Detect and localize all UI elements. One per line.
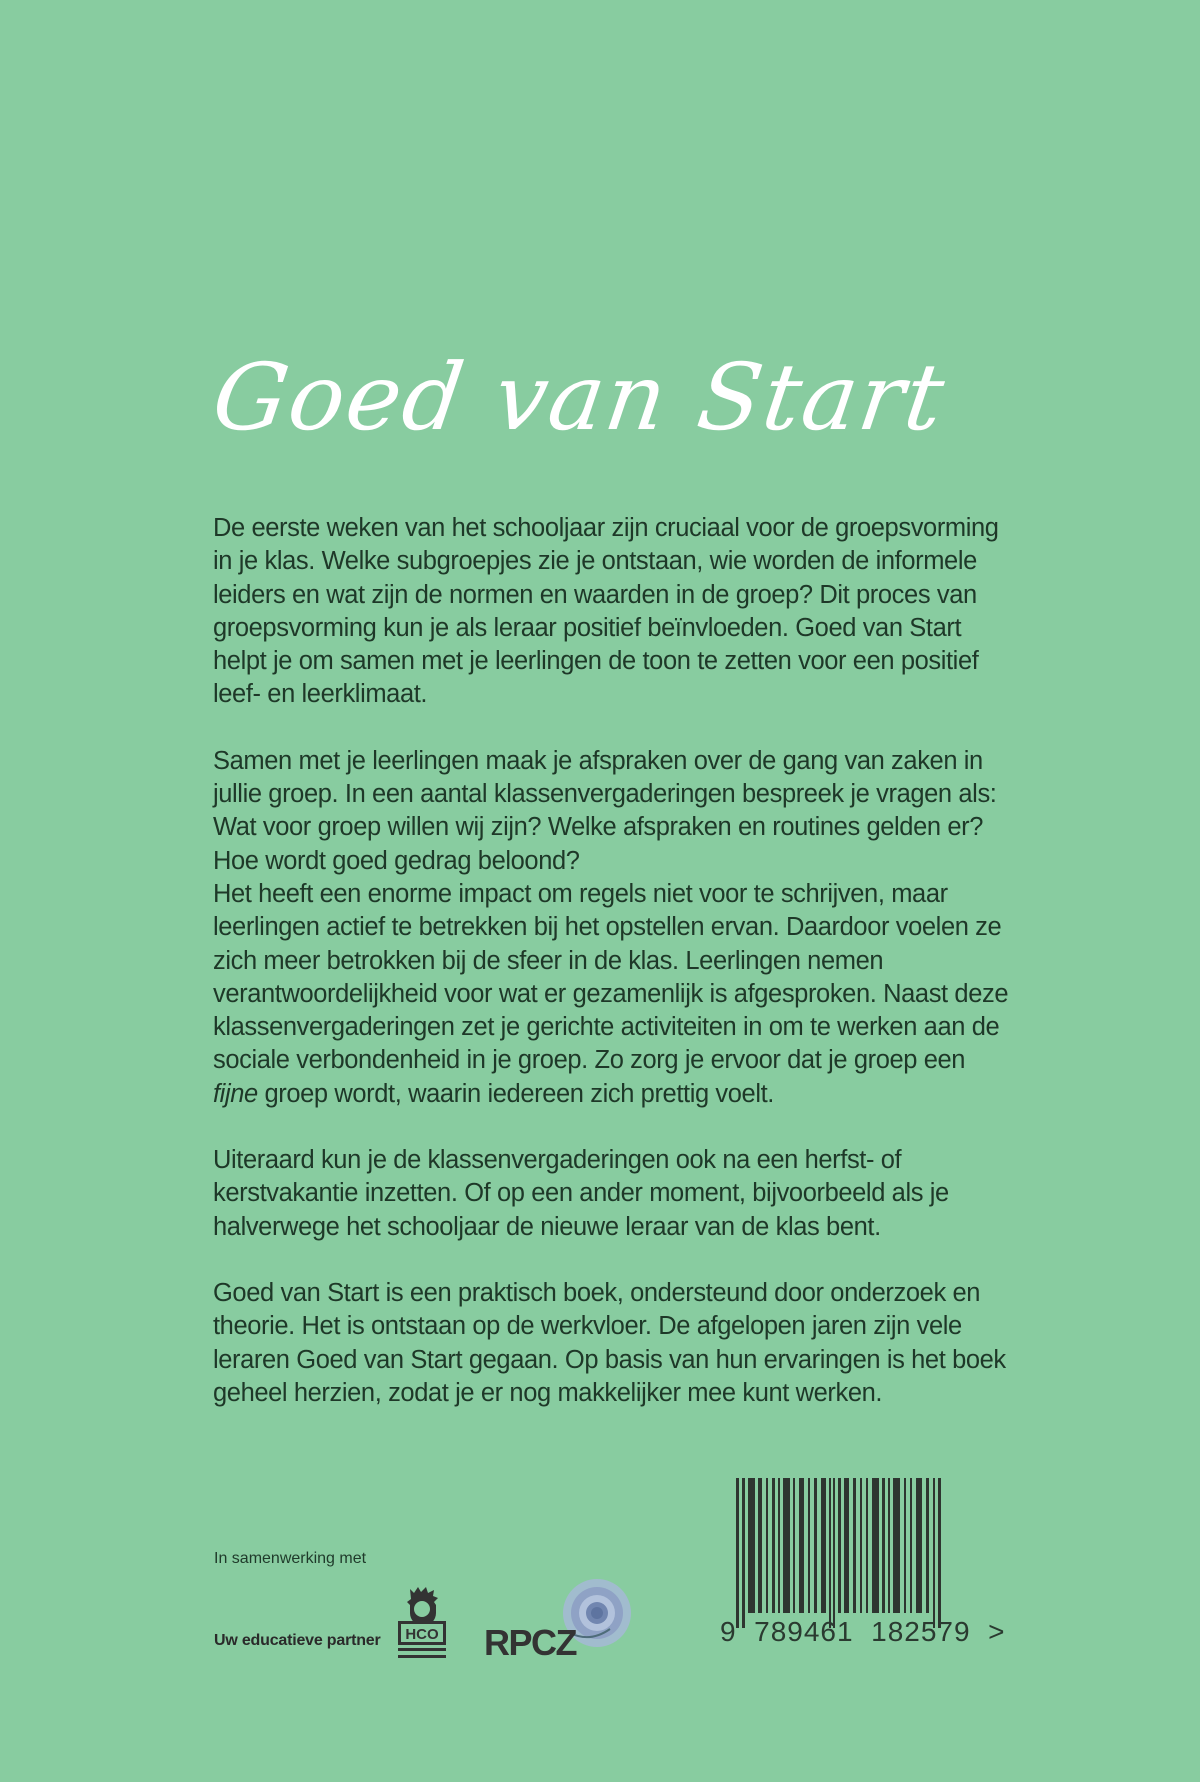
rpcz-logo-text: RPCZ (484, 1622, 576, 1663)
paragraph-timing: Uiteraard kun je de klassenvergaderingen ook na een herfst- of kerstvakantie inzetten. Of op een ander moment, bijvoorbeeld als je halverwege het schooljaar de nieuwe leraar van de klas bent. (213, 1146, 949, 1241)
emphasis-fijne: fijne (213, 1079, 258, 1108)
svg-text:HCO: HCO (405, 1626, 439, 1643)
paragraph-intro: De eerste weken van het schooljaar zijn cruciaal voor de groepsvorming in je klas. Welke subgroepjes zie je ontstaan, wie worden de informele leiders en wat zijn de normen en waarden in de groep? Dit proces van groepsvorming kun je als leraar positief beïnvloeden. Goed van Start helpt je om samen met je leerlingen de toon te zetten voor een positief leef- en leerklimaat. (213, 514, 999, 709)
barcode-icon (736, 1478, 956, 1628)
partner-label: In samenwerking met (214, 1550, 367, 1567)
paragraph-impact-tail: groep wordt, waarin iedereen zich prettig voelt. (257, 1079, 774, 1108)
paragraph-impact-text: Het heeft een enorme impact om regels niet voor te schrijven, maar leerlingen actief te betrekken bij het opstellen ervan. Daardoor voelen ze zich meer betrokken bij de sfeer in de klas. Leerlingen nemen verantwoordelijkheid voor wat er gezamenlijk is afgesproken. Naast deze klassenvergaderingen zet je gerichte activiteiten in om te werken aan de sociale verbondenheid in je groep. Zo zorg je ervoor dat je groep een (213, 879, 1009, 1075)
hco-logo-icon (392, 1585, 452, 1660)
hco-tagline: Uw educatieve partner (214, 1632, 381, 1649)
isbn-number: 9 789461 182579 > (720, 1616, 1006, 1647)
book-title: Goed van Start (206, 344, 953, 451)
paragraph-practical: Goed van Start is een praktisch boek, ondersteund door onderzoek en theorie. Het is ontstaan op de werkvloer. De afgelopen jaren zijn vele leraren Goed van Start gegaan. Op basis van hun ervaringen is het boek geheel herzien, zodat je er nog makkelijker mee kunt werken. (213, 1278, 1006, 1407)
paragraph-class-meetings: Samen met je leerlingen maak je afspraken over de gang van zaken in jullie groep. In een aantal klassenvergaderingen bespreek je vragen als: Wat voor groep willen wij zijn? Welke afspraken en routines gelden er? Hoe wordt goed gedrag beloond? (213, 746, 997, 875)
paragraph-impact (213, 878, 1013, 1111)
back-cover-blurb (213, 512, 1013, 1443)
